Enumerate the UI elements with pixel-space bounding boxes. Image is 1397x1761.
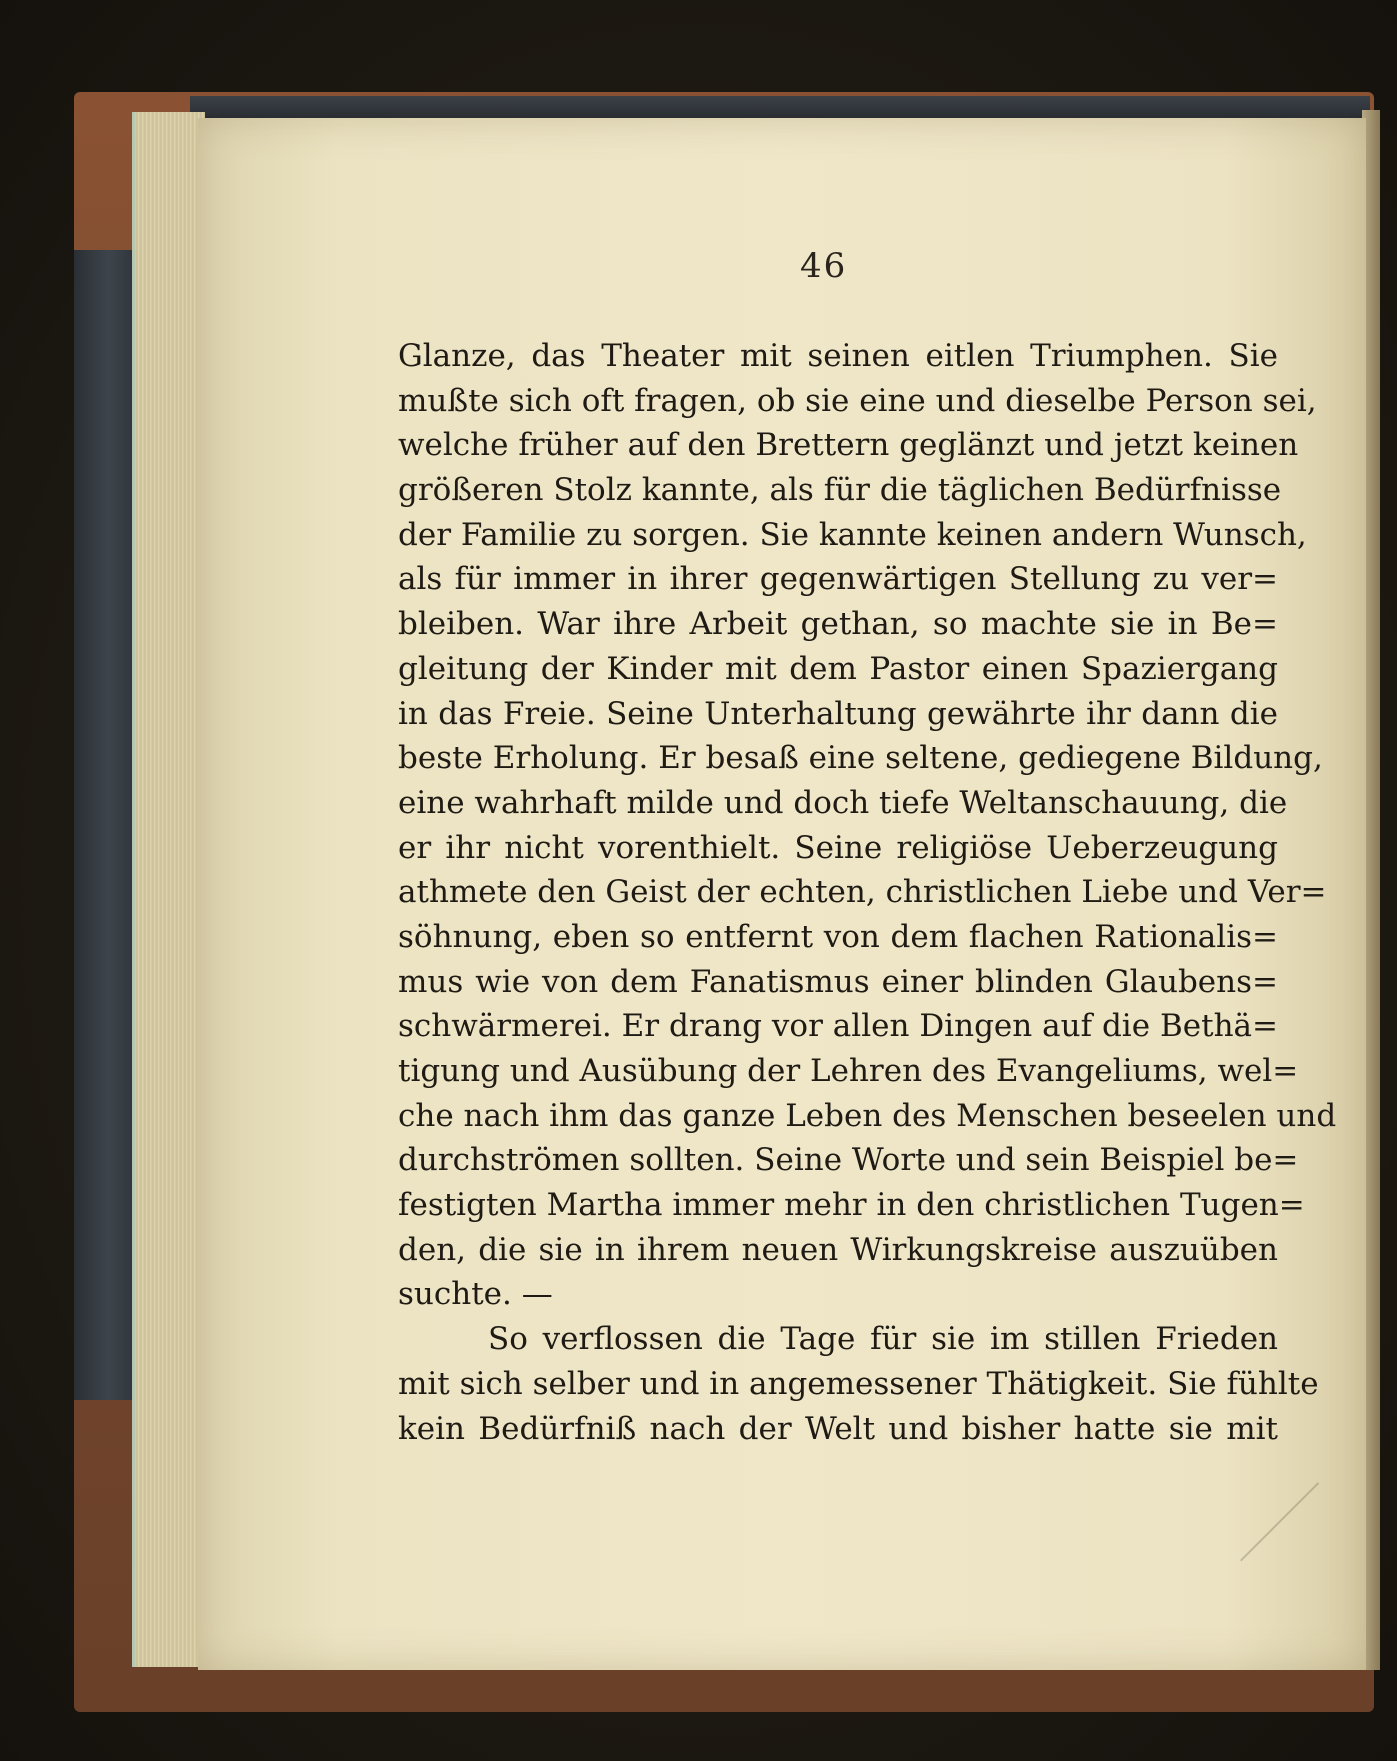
text-line: durchströmen sollten. Seine Worte und sein Beispiel be=: [398, 1142, 1299, 1179]
page-edges: [132, 112, 205, 1667]
text-line: bleiben. War ihre Arbeit gethan, so machte sie in Be=: [398, 606, 1278, 643]
text-line: in das Freie. Seine Unterhaltung gewährte ihr dann die: [398, 695, 1278, 732]
text-line: festigten Martha immer mehr in den christlichen Tugen=: [398, 1187, 1305, 1224]
page-number: 46: [800, 246, 848, 286]
text-line: So verflossen die Tage für sie im stillen Frieden: [488, 1321, 1278, 1358]
text-line: tigung und Ausübung der Lehren des Evangeliums, wel=: [398, 1053, 1299, 1089]
text-line: als für immer in ihrer gegenwärtigen Stellung zu ver=: [398, 561, 1278, 598]
text-line: athmete den Geist der echten, christlichen Liebe und Ver=: [398, 874, 1327, 911]
text-line: der Familie zu sorgen. Sie kannte keinen andern Wunsch,: [398, 516, 1307, 553]
book-cover-top-strip: [190, 96, 1370, 118]
text-line: beste Erholung. Er besaß eine seltene, gediegene Bildung,: [398, 740, 1323, 777]
page-text: [398, 334, 1337, 1451]
text-line: mit sich selber und in angemessener Thätigkeit. Sie fühlte: [398, 1365, 1319, 1402]
text-line: suchte. —: [398, 1276, 553, 1313]
text-line: kein Bedürfniß nach der Welt und bisher hatte sie mit: [398, 1410, 1278, 1447]
text-line: eine wahrhaft milde und doch tiefe Weltanschauung, die: [398, 784, 1288, 821]
text-line: Glanze, das Theater mit seinen eitlen Triumphen. Sie: [398, 338, 1278, 374]
text-line: mußte sich oft fragen, ob sie eine und dieselbe Person sei,: [398, 382, 1317, 419]
text-line: söhnung, eben so entfernt von dem flachen Rationalis=: [398, 918, 1278, 955]
text-line: welche früher auf den Brettern geglänzt und jetzt keinen: [398, 427, 1299, 464]
text-line: er ihr nicht vorenthielt. Seine religiöse Ueberzeugung: [398, 829, 1278, 866]
text-line: che nach ihm das ganze Leben des Menschen beseelen und: [398, 1097, 1337, 1134]
text-line: den, die sie in ihrem neuen Wirkungskreise auszuüben: [398, 1231, 1278, 1268]
text-line: gleitung der Kinder mit dem Pastor einen Spaziergang: [398, 650, 1278, 687]
text-line: schwärmerei. Er drang vor allen Dingen auf die Bethä=: [398, 1008, 1278, 1045]
text-line: größeren Stolz kannte, als für die täglichen Bedürfnisse: [398, 472, 1282, 509]
text-line: mus wie von dem Fanatismus einer blinden Glaubens=: [398, 963, 1278, 1000]
